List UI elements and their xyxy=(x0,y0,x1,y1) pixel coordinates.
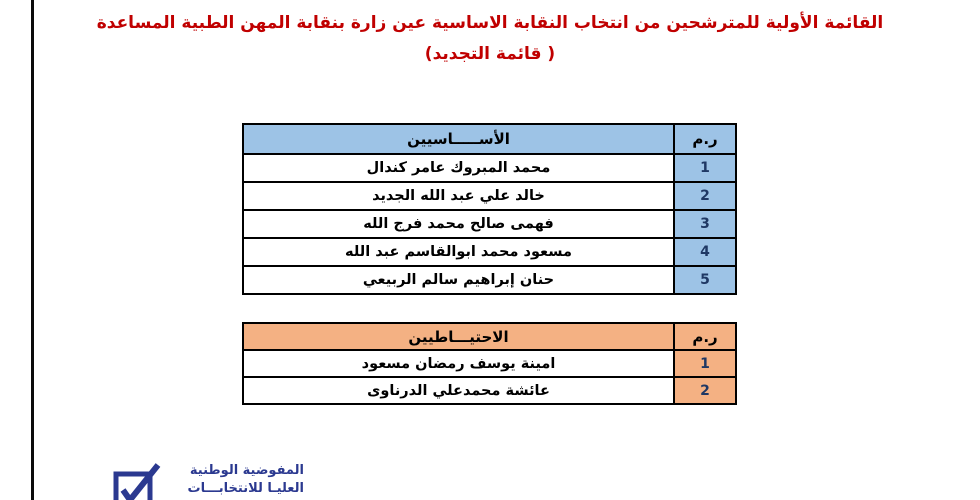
table-header-row xyxy=(243,323,736,350)
commission-name-line-2: العليـا للانتخابـــات xyxy=(187,480,304,496)
row-number-cell: 3 xyxy=(674,210,736,238)
candidate-name-cell: مسعود محمد ابوالقاسم عبد الله xyxy=(243,238,674,266)
reserve-candidates-table xyxy=(242,322,737,405)
row-number-cell: 5 xyxy=(674,266,736,294)
title-line-1: القائمة الأولية للمترشحين من انتخاب النقابة الاساسية عين زارة بنقابة المهن الطبية المساعدة xyxy=(96,13,884,33)
candidate-name-cell: امينة يوسف رمضان مسعود xyxy=(243,350,674,377)
group-column-header: الأســـــاسيين xyxy=(243,124,674,154)
row-number-cell: 4 xyxy=(674,238,736,266)
document-title xyxy=(0,10,980,67)
table-row xyxy=(243,154,736,182)
candidate-name-cell: خالد علي عبد الله الجديد xyxy=(243,182,674,210)
candidate-name-cell: حنان إبراهيم سالم الربيعي xyxy=(243,266,674,294)
row-number-cell: 1 xyxy=(674,350,736,377)
hnec-commission-logo xyxy=(112,460,304,500)
commission-name xyxy=(162,462,304,497)
commission-name-line-1: المفوضية الوطنية xyxy=(189,463,304,478)
title-line-2: ( قائمة التجديد) xyxy=(424,44,556,64)
ballot-box-check-icon xyxy=(112,462,162,500)
table-row xyxy=(243,377,736,404)
table-row xyxy=(243,238,736,266)
candidate-name-cell: عائشة محمدعلي الدرناوى xyxy=(243,377,674,404)
row-number-cell: 2 xyxy=(674,377,736,404)
number-column-header: ر.م xyxy=(674,124,736,154)
number-column-header: ر.م xyxy=(674,323,736,350)
table-header-row xyxy=(243,124,736,154)
table-row xyxy=(243,350,736,377)
table-row xyxy=(243,210,736,238)
candidate-name-cell: فهمى صالح محمد فرج الله xyxy=(243,210,674,238)
row-number-cell: 1 xyxy=(674,154,736,182)
primary-candidates-table xyxy=(242,123,737,295)
group-column-header: الاحتيـــاطيين xyxy=(243,323,674,350)
table-row xyxy=(243,266,736,294)
row-number-cell: 2 xyxy=(674,182,736,210)
table-row xyxy=(243,182,736,210)
candidate-name-cell: محمد المبروك عامر كندال xyxy=(243,154,674,182)
scan-artifact-line xyxy=(31,0,34,500)
